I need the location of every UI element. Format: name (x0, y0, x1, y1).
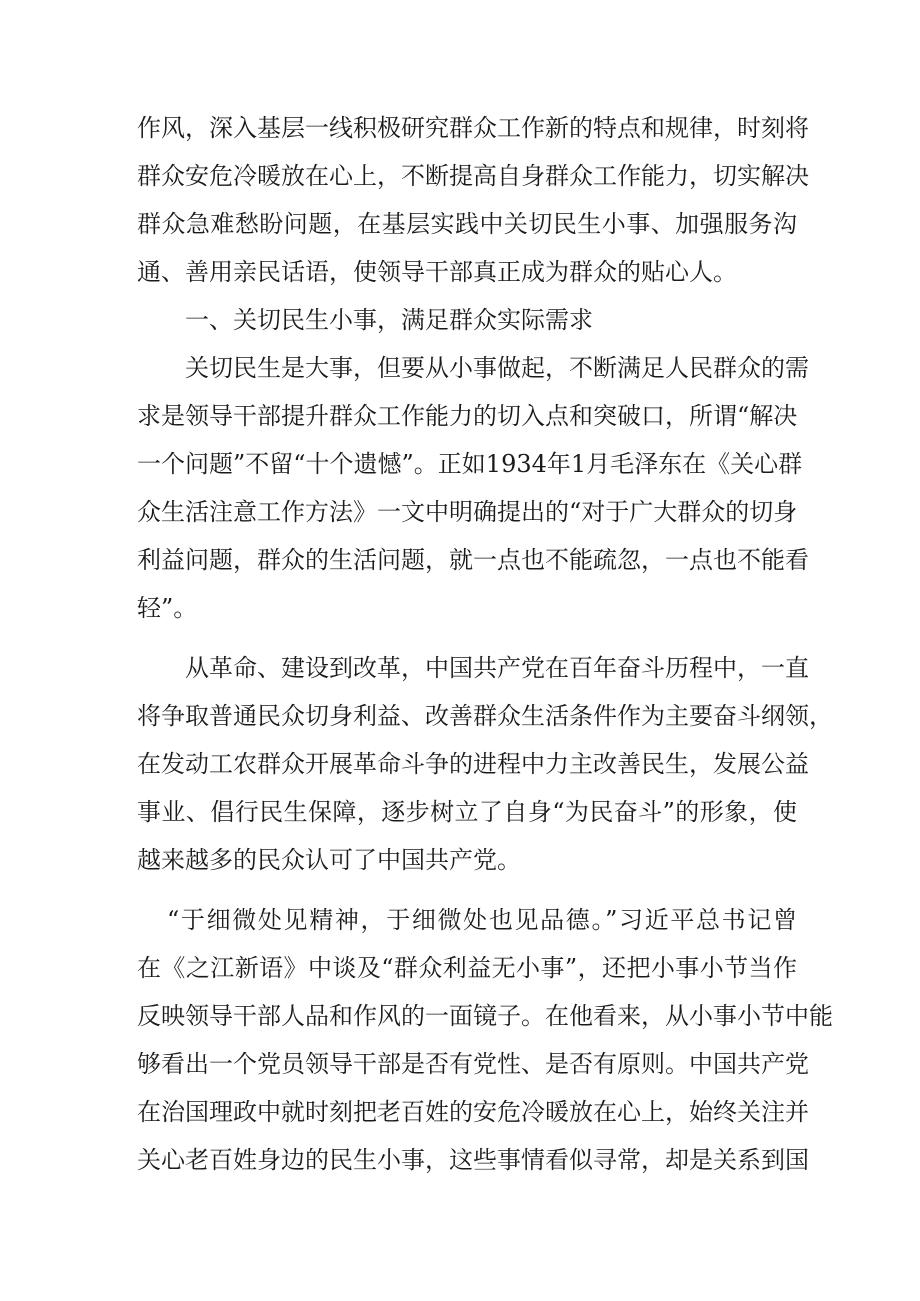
paragraph-line: 群众急难愁盼问题，在基层实践中关切民生小事、加强服务沟 (137, 210, 797, 238)
paragraph-line: 轻”。 (137, 594, 198, 622)
section-heading: 一、关切民生小事，满足群众实际需求 (185, 306, 593, 334)
paragraph-line: 众生活注意工作方法》一文中明确提出的“对于广大群众的切身 (137, 498, 798, 526)
paragraph-line: 关心老百姓身边的民生小事，这些事情看似寻常，却是关系到国 (137, 1146, 809, 1174)
paragraph-line: 从革命、建设到改革，中国共产党在百年奋斗历程中，一直 (185, 654, 809, 682)
paragraph-line: 将争取普通民众切身利益、改善群众生活条件作为主要奋斗纲领， (137, 702, 833, 730)
paragraph-line: 事业、倡行民生保障，逐步树立了自身“为民奋斗”的形象，使 (137, 798, 797, 826)
paragraph-line: 作风，深入基层一线积极研究群众工作新的特点和规律，时刻将 (137, 114, 809, 142)
document-body (137, 104, 833, 1184)
paragraph-line: 群众安危冷暖放在心上，不断提高自身群众工作能力，切实解决 (137, 162, 809, 190)
paragraph-line: 够看出一个党员领导干部是否有党性、是否有原则。中国共产党 (137, 1050, 809, 1078)
paragraph-line: 一个问题”不留“十个遗憾”。正如1934年1月毛泽东在《关心群 (137, 450, 803, 478)
paragraph-4 (137, 896, 833, 1184)
paragraph-2 (137, 344, 809, 632)
paragraph-line: 通、善用亲民话语，使领导干部真正成为群众的贴心人。 (137, 258, 737, 286)
paragraph-line: 利益问题，群众的生活问题，就一点也不能疏忽，一点也不能看 (137, 546, 809, 574)
paragraph-line: 求是领导干部提升群众工作能力的切入点和突破口，所谓“解决 (137, 402, 798, 430)
paragraph-1 (137, 104, 809, 296)
paragraph-line: 越来越多的民众认可了中国共产党。 (137, 846, 521, 874)
paragraph-line: “于细微处见精神，于细微处也见品德。”习近平总书记曾 (167, 906, 797, 934)
paragraph-3 (137, 644, 833, 884)
paragraph-line: 反映领导干部人品和作风的一面镜子。在他看来，从小事小节中能 (137, 1002, 833, 1030)
paragraph-line: 在发动工农群众开展革命斗争的进程中力主改善民生，发展公益 (137, 750, 809, 778)
paragraph-line: 在《之江新语》中谈及“群众利益无小事”，还把小事小节当作 (137, 954, 797, 982)
paragraph-line: 在治国理政中就时刻把老百姓的安危冷暖放在心上，始终关注并 (137, 1098, 809, 1126)
section-heading-1 (137, 296, 797, 344)
paragraph-line: 关切民生是大事，但要从小事做起，不断满足人民群众的需 (185, 354, 809, 382)
